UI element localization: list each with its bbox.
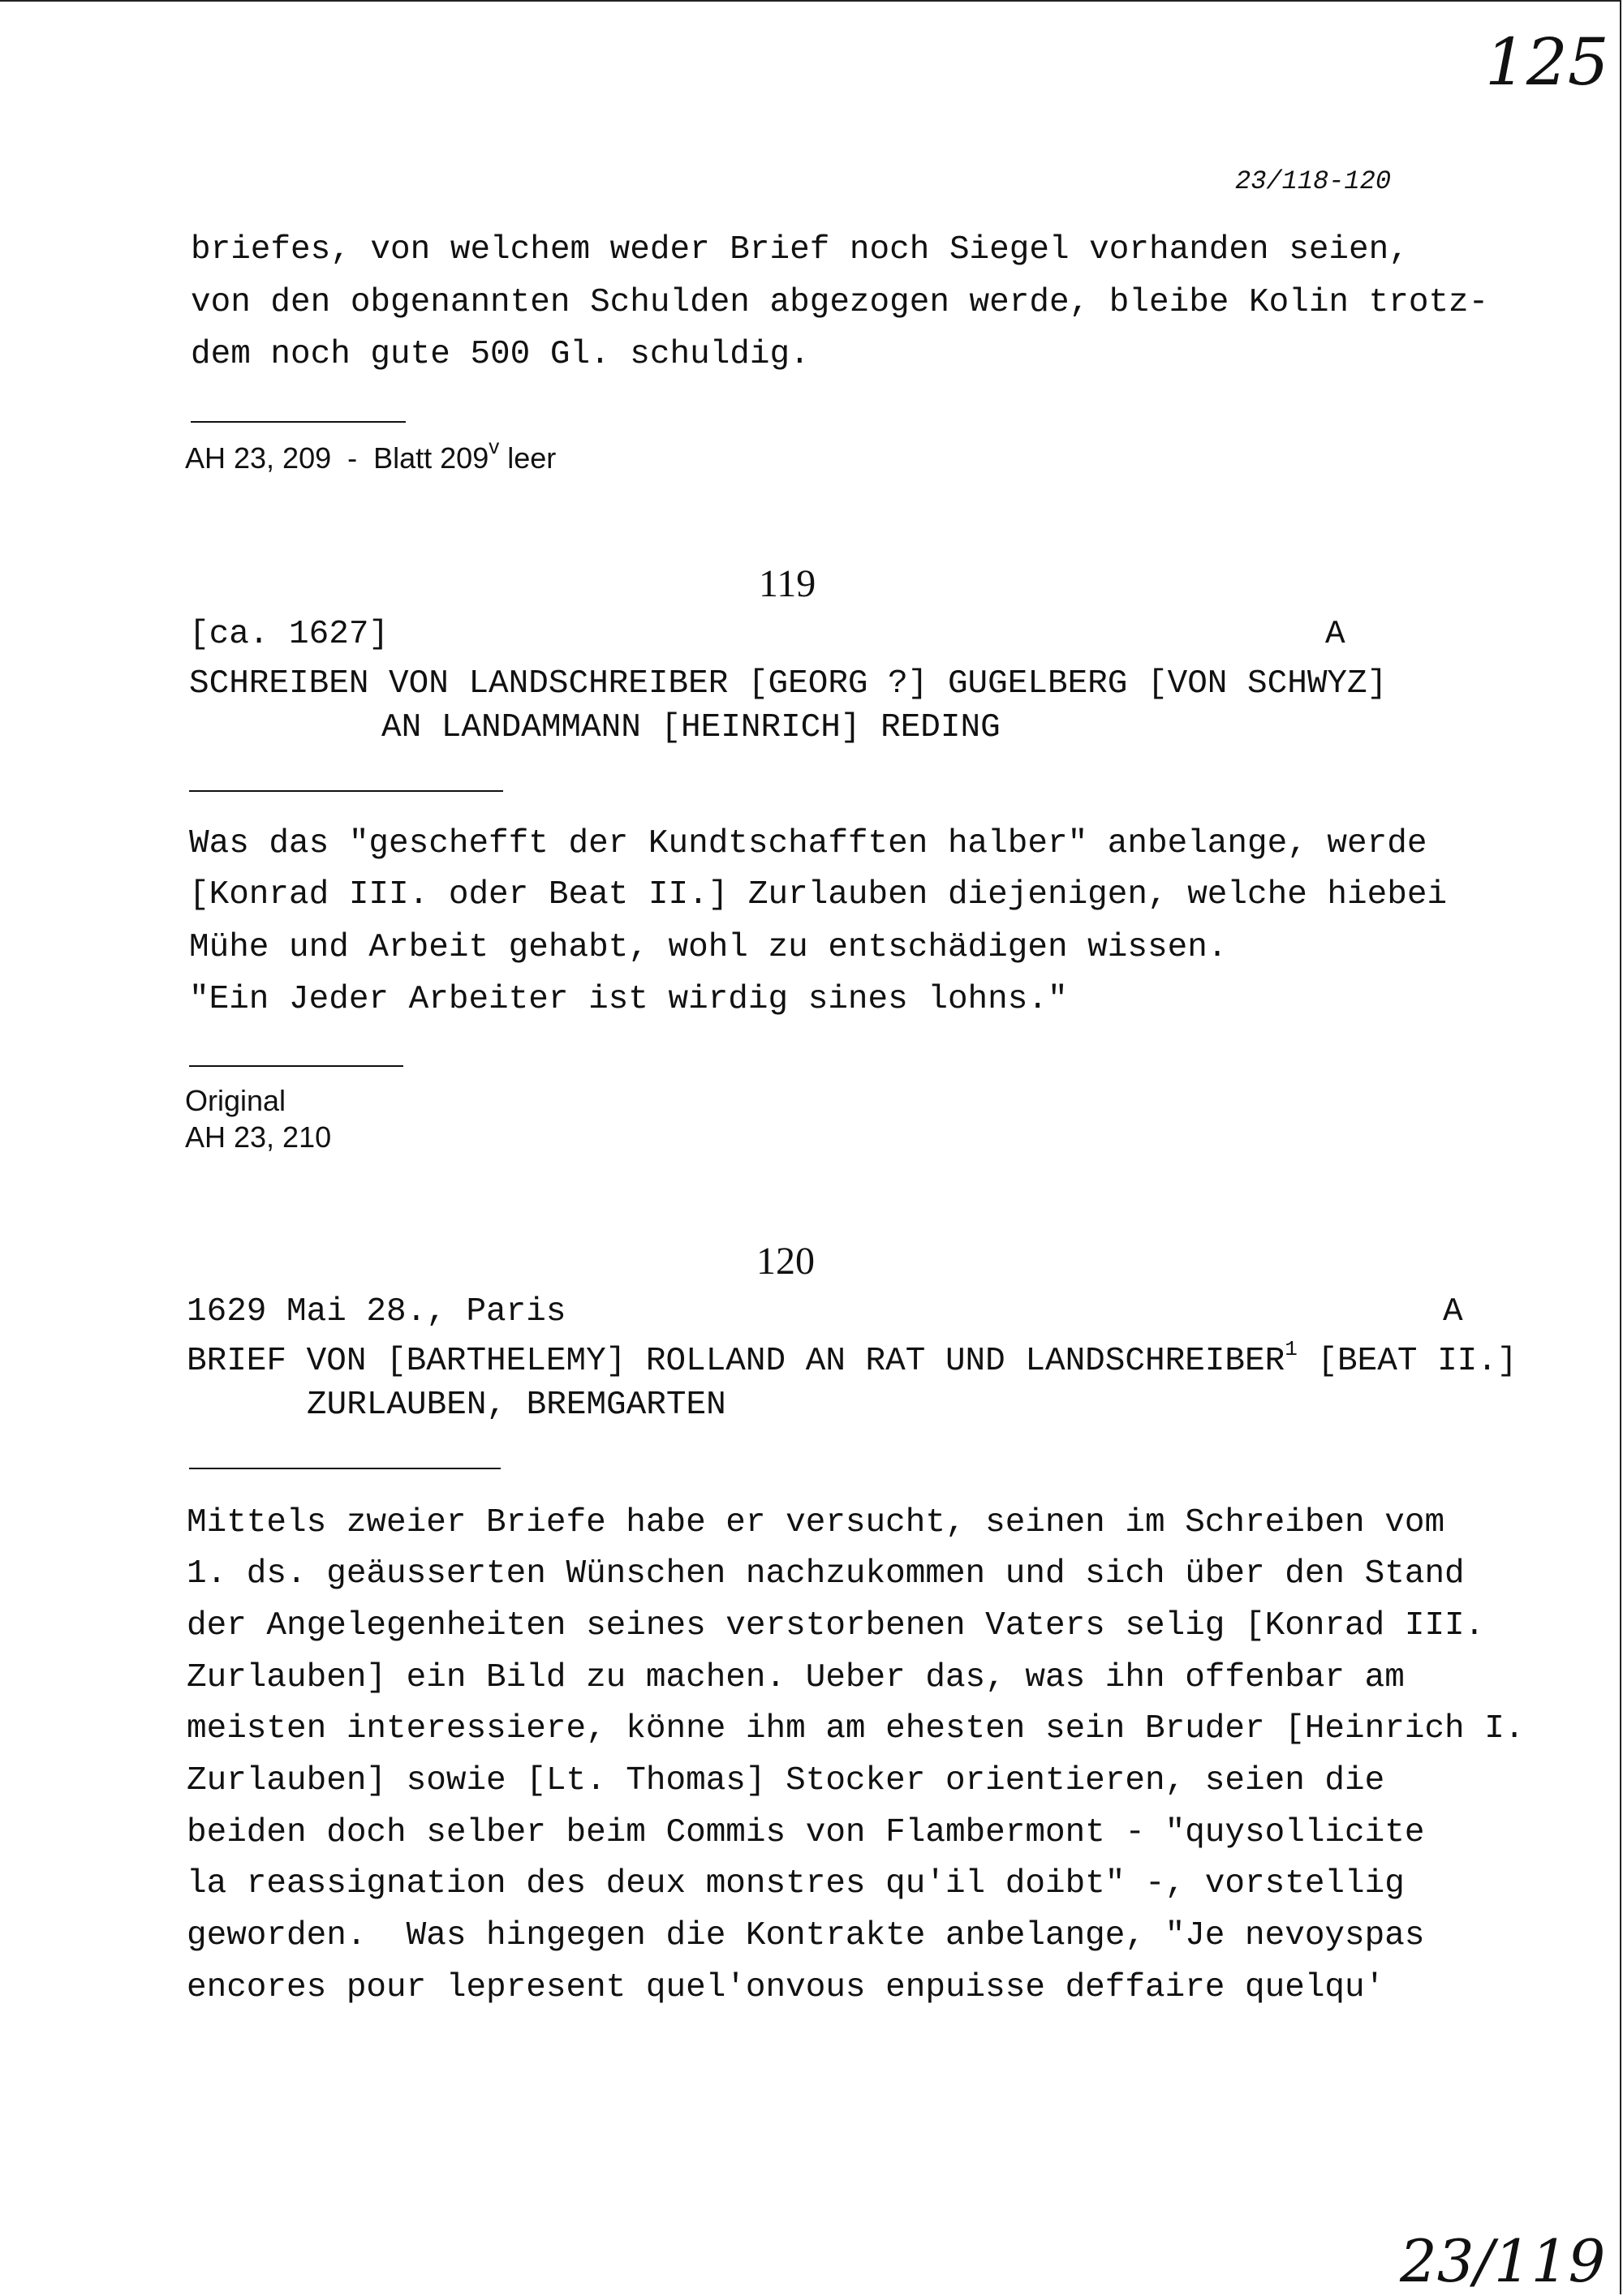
entry-title: ZURLAUBEN, BREMGARTEN <box>307 1387 726 1424</box>
handwritten-page-number: 125 <box>1485 24 1609 100</box>
divider <box>189 1468 501 1469</box>
body-line: beiden doch selber beim Commis von Flambermont - "quysollicite <box>187 1814 1425 1851</box>
reference-number: 23/118-120 <box>1235 166 1392 196</box>
body-line: geworden. Was hingegen die Kontrakte anbelange, "Je nevoyspas <box>187 1917 1425 1954</box>
body-line: encores pour lepresent quel'onvous enpuisse deffaire quelqu' <box>187 1969 1385 2006</box>
source-line: Original <box>185 1084 286 1117</box>
body-line: Mittels zweier Briefe habe er versucht, seinen im Schreiben vom <box>187 1504 1445 1541</box>
divider <box>189 1065 403 1067</box>
body-line: "Ein Jeder Arbeiter ist wirdig sines lohns." <box>189 981 1068 1018</box>
entry-number: 119 <box>759 562 816 605</box>
intro-source: AH 23, 209 - Blatt 209$^v$ leer <box>185 434 557 475</box>
intro-line: von den obgenannten Schulden abgezogen werde, bleibe Kolin trotz- <box>191 284 1489 321</box>
body-line: 1. ds. geäusserten Wünschen nachzukommen und sich über den Stand <box>187 1555 1465 1593</box>
source-line: AH 23, 210 <box>185 1120 332 1154</box>
body-line: la reassignation des deux monstres qu'il doibt" -, vorstellig <box>187 1865 1405 1903</box>
entry-title: SCHREIBEN VON LANDSCHREIBER [GEORG ?] GUGELBERG [VON SCHWYZ] <box>189 665 1388 703</box>
intro-line: dem noch gute 500 Gl. schuldig. <box>191 336 810 373</box>
body-line: Mühe und Arbeit gehabt, wohl zu entschädigen wissen. <box>189 929 1228 966</box>
entry-title: AN LANDAMMANN [HEINRICH] REDING <box>381 709 1001 746</box>
body-line: Zurlauben] sowie [Lt. Thomas] Stocker orientieren, seien die <box>187 1762 1385 1799</box>
entry-marker: A <box>1325 616 1345 653</box>
divider <box>189 790 503 792</box>
divider <box>191 421 406 423</box>
intro-line: briefes, von welchem weder Brief noch Siegel vorhanden seien, <box>191 231 1409 269</box>
handwritten-footer: 23/119 <box>1400 2227 1606 2295</box>
entry-date: [ca. 1627] <box>189 616 390 653</box>
entry-date: 1629 Mai 28., Paris <box>187 1293 566 1331</box>
body-line: meisten interessiere, könne ihm am ehesten sein Bruder [Heinrich I. <box>187 1710 1525 1748</box>
body-line: [Konrad III. oder Beat II.] Zurlauben diejenigen, welche hiebei <box>189 876 1448 914</box>
entry-marker: A <box>1443 1293 1463 1331</box>
entry-title: BRIEF VON [BARTHELEMY] ROLLAND AN RAT UND LANDSCHREIBER$^1$ [BEAT II.] <box>187 1337 1518 1380</box>
body-line: Was das "geschefft der Kundtschafften halber" anbelange, werde <box>189 825 1427 862</box>
entry-number: 120 <box>756 1240 815 1283</box>
body-line: der Angelegenheiten seines verstorbenen Vaters selig [Konrad III. <box>187 1607 1485 1645</box>
body-line: Zurlauben] ein Bild zu machen. Ueber das, was ihn offenbar am <box>187 1659 1405 1696</box>
